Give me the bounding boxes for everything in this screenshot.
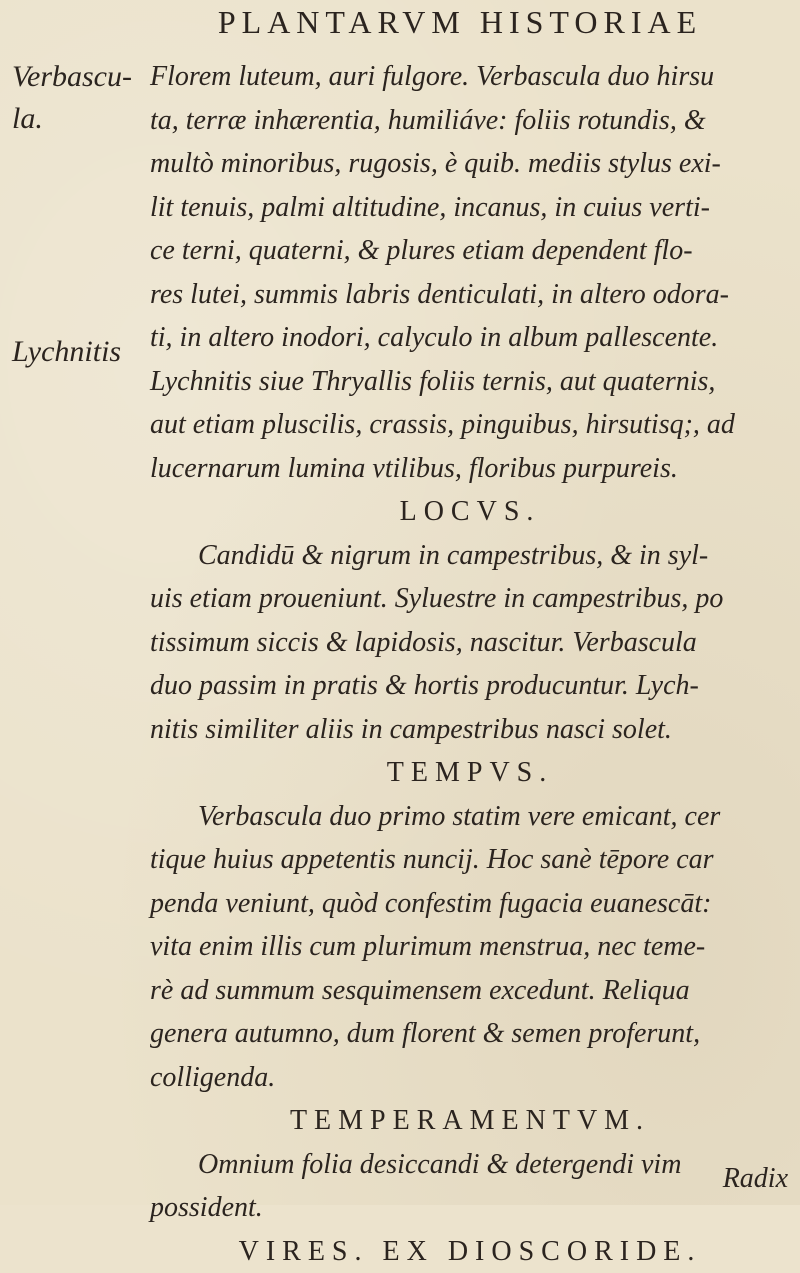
text-line: ce terni, quaterni, & plures etiam dependent flo- (150, 229, 790, 273)
text-line: tique huius appetentis nuncij. Hoc sanè tēpore car (150, 838, 790, 882)
margin-note-verbascula-2: la. (12, 100, 43, 138)
text-line: duo passim in pratis & hortis producuntur. Lych- (150, 664, 790, 708)
text-line: ta, terræ inhærentia, humiliáve: foliis rotundis, & (150, 99, 790, 143)
text-line: Verbascula duo primo statim vere emicant, cer (150, 795, 790, 839)
text-line: res lutei, summis labris denticulati, in altero odora- (150, 273, 790, 317)
text-line: penda veniunt, quòd confestim fugacia euanescāt: (150, 882, 790, 926)
text-line: uis etiam proueniunt. Syluestre in campestribus, po (150, 577, 790, 621)
running-head: PLANTARVM HISTORIAE (180, 4, 740, 41)
heading-vires: VIRES. EX DIOSCORIDE. (150, 1230, 790, 1273)
heading-temperamentum: TEMPERAMENTVM. (150, 1099, 790, 1143)
text-line: rè ad summum sesquimensem excedunt. Reliqua (150, 969, 790, 1013)
heading-tempus: TEMPVS. (150, 751, 790, 795)
text-line: lucernarum lumina vtilibus, floribus purpureis. (150, 447, 790, 491)
text-line: tissimum siccis & lapidosis, nascitur. Verbascula (150, 621, 790, 665)
margin-note-lychnitis: Lychnitis (12, 333, 121, 371)
catchword: Radix (723, 1163, 788, 1195)
text-line: Florem luteum, auri fulgore. Verbascula duo hirsu (150, 55, 790, 99)
text-line: genera autumno, dum florent & semen proferunt, (150, 1012, 790, 1056)
text-line: lit tenuis, palmi altitudine, incanus, in cuius verti- (150, 186, 790, 230)
text-line: Candidū & nigrum in campestribus, & in syl- (150, 534, 790, 578)
body-text (150, 55, 790, 1273)
heading-locus: LOCVS. (150, 490, 790, 534)
text-line: possident. (150, 1186, 790, 1230)
margin-note-verbascula-1: Verbascu- (12, 58, 132, 96)
text-line: Lychnitis siue Thryallis foliis ternis, aut quaternis, (150, 360, 790, 404)
text-line: colligenda. (150, 1056, 790, 1100)
text-line: Omnium folia desiccandi & detergendi vim (150, 1143, 790, 1187)
text-line: nitis similiter aliis in campestribus nasci solet. (150, 708, 790, 752)
text-line: ti, in altero inodori, calyculo in album pallescente. (150, 316, 790, 360)
text-line: aut etiam pluscilis, crassis, pinguibus, hirsutisq;, ad (150, 403, 790, 447)
text-line: vita enim illis cum plurimum menstrua, nec teme- (150, 925, 790, 969)
text-line: multò minoribus, rugosis, è quib. mediis stylus exi- (150, 142, 790, 186)
